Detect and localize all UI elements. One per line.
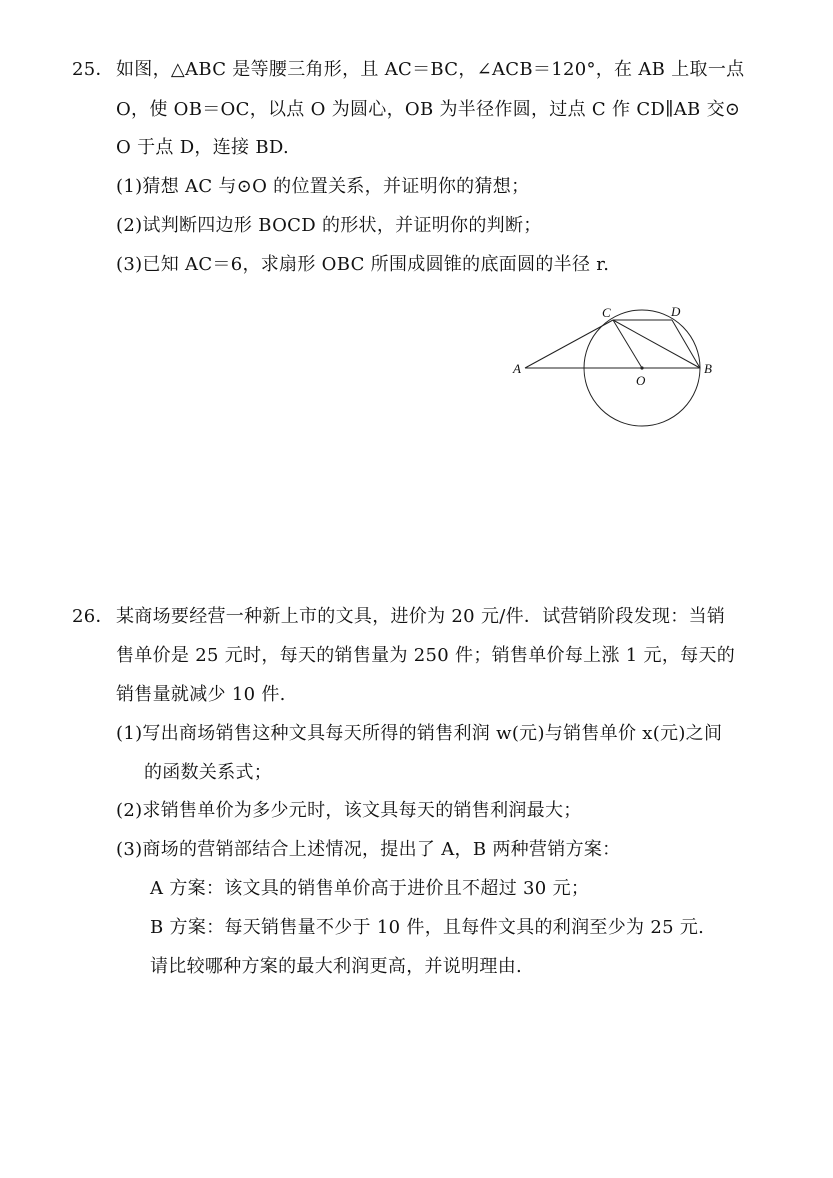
q25-sub3: (3)已知 AC＝6，求扇形 OBC 所围成圆锥的底面圆的半径 r. [116,254,610,275]
q26-sub1-line1: (1)写出商场销售这种文具每天所得的销售利润 w(元)与销售单价 x(元)之间 [116,723,723,744]
q25-line2: O，使 OB＝OC，以点 O 为圆心，OB 为半径作圆，过点 C 作 CD∥AB 交⊙ [116,99,741,120]
label-d: D [671,304,681,319]
q25-line1 [72,57,744,83]
q26-line3: 销售量就减少 10 件. [116,684,286,705]
q25-text-line1: 如图，△ABC 是等腰三角形，且 AC＝BC，∠ACB＝120°，在 AB 上取一点 [116,59,745,80]
segment-co [613,320,642,368]
geometry-figure [505,298,730,428]
label-c: C [602,305,611,320]
q25-line3: O 于点 D，连接 BD. [116,137,289,158]
q25-number: 25． [72,59,114,80]
label-a: A [513,361,521,376]
center-point [640,366,643,369]
q26-sub2: (2)求销售单价为多少元时，该文具每天的销售利润最大； [116,800,582,821]
q26-line2: 售单价是 25 元时，每天的销售量为 250 件；销售单价每上涨 1 元，每天的 [116,645,736,666]
q26-sub3: (3)商场的营销部结合上述情况，提出了 A，B 两种营销方案： [116,839,621,860]
label-b: B [704,361,712,376]
label-o: O [636,373,646,388]
q26-number: 26． [72,606,114,627]
q26-compare: 请比较哪种方案的最大利润更高，并说明理由. [150,956,523,977]
segment-cb [613,320,700,368]
q26-text-line1: 某商场要经营一种新上市的文具，进价为 20 元/件．试营销阶段发现：当销 [116,606,726,627]
q26-plan-a: A 方案：该文具的销售单价高于进价且不超过 30 元； [150,878,590,899]
q26-line1 [72,604,725,630]
q26-sub1-line2: 的函数关系式； [144,762,273,783]
q25-sub1: (1)猜想 AC 与⊙O 的位置关系，并证明你的猜想； [116,176,530,197]
segment-ac [525,320,613,368]
q25-sub2: (2)试判断四边形 BOCD 的形状，并证明你的判断； [116,215,542,236]
q26-plan-b: B 方案：每天销售量不少于 10 件，且每件文具的利润至少为 25 元. [150,917,705,938]
